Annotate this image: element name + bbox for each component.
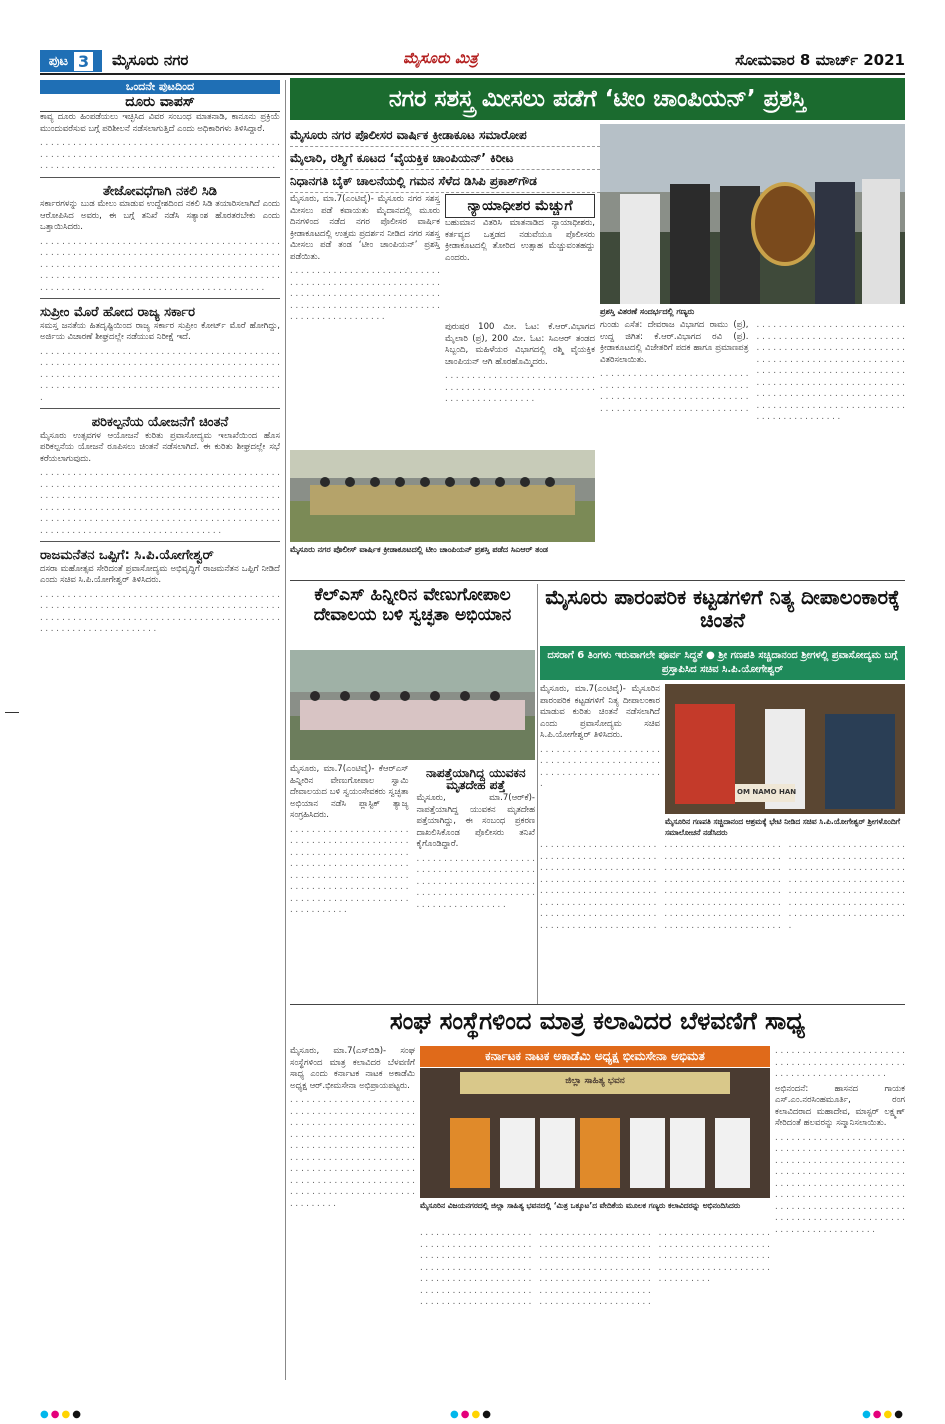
team-illustration — [290, 450, 595, 542]
theatre-photo — [420, 1068, 770, 1198]
registration-dots: ●●●● — [450, 1409, 493, 1420]
story-body: ಗುಂಡು ಎಸೆತ: ದೇವರಾಜ ವಿಭಾಗದ ರಾಮು (ಪ್ರ), ಉದ್ದ ಜಿಗಿತ: ಕೆ.ಆರ್.ವಿಭಾಗದ ರವಿ (ಪ್ರ). ಕ್ರೀಡಾಕೂಟದಲ್ಲಿ ವಿಜೇತರಿಗೆ ಪದಕ ಹಾಗೂ ಪ್ರಮಾಣಪತ್ರ ವಿತರಿಸಲಾಯಿತು. — [600, 320, 749, 365]
story-body: ಮೈಸೂರು, ಮಾ.7(ಎಂಟಿವೈ)- ಮೈಸೂರು ನಗರ ಸಶಸ್ತ್ರ ಮೀಸಲು ಪಡೆ ಕವಾಯತು ಮೈದಾನದಲ್ಲಿ ಮೂರು ದಿನಗಳಿಂದ ನಡೆದ ನಗರ ಪೊಲೀಸರ ವಾರ್ಷಿಕ ಕ್ರೀಡಾಕೂಟದಲ್ಲಿ ಉತ್ತಮ ಪ್ರದರ್ಶನ ನೀಡಿದ ನಗರ ಸಶಸ್ತ್ರ ಮೀಸಲು ಪಡೆ ತಂಡ ‘ಟೀಂ ಚಾಂಪಿಯನ್’ ಪ್ರಶಸ್ತಿ ಪಡೆಯಿತು. — [290, 194, 440, 262]
story-body: ಮೈಸೂರು, ಮಾ.7(ಎಂಟಿವೈ)- ಮೈಸೂರಿನ ಪಾರಂಪರಿಕ ಕಟ್ಟಡಗಳಿಗೆ ನಿತ್ಯ ದೀಪಾಲಂಕಾರ ಮಾಡುವ ಕುರಿತು ಚಿಂತನೆ ನಡೆಸಲಾಗಿದೆ ಎಂದು ಪ್ರವಾಸೋದ್ಯಮ ಸಚಿವ ಸಿ.ಪಿ.ಯೋಗೇಶ್ವರ್ ತಿಳಿಸಿದರು. — [540, 684, 660, 740]
story-body: ಕಾವ್ಯ ದೂರು ಹಿಂಪಡೆಯಲು ಇಚ್ಛಿಸಿದ ವಿವರ ಸಂಬಂಧ ಮಾತನಾಡಿ, ಕಾನೂನು ಪ್ರಕ್ರಿಯೆ ಮುಂದುವರೆಸುವ ಬಗ್ಗೆ ಪರಿಶೀಲನೆ ನಡೆಸಲಾಗುತ್ತಿದೆ ಎಂದು ಅಧಿಕಾರಿಗಳು ತಿಳಿಸಿದ್ದಾರೆ. — [40, 112, 280, 134]
story-body: ದಸರಾ ಮಹೋತ್ಸವ ಸೇರಿದಂತೆ ಪ್ರವಾಸೋದ್ಯಮ ಅಭಿವೃದ್ಧಿಗೆ ರಾಜಮನೆತನ ಒಪ್ಪಿಗೆ ನೀಡಿದೆ ಎಂದು ಸಚಿವ ಸಿ.ಪಿ.ಯೋಗೇಶ್ವರ್ ತಿಳಿಸಿದರು. — [40, 563, 280, 585]
page-header — [40, 47, 905, 75]
story-body: ಅಭಿನಂದನೆ: ಹಾಸನದ ಗಾಯಕ ಎಸ್.ಎಂ.ನರಸಿಂಹಮೂರ್ತಿ, ರಂಗ ಕಲಾವಿದರಾದ ಮಹಾದೇವ, ಮಾಸ್ಟರ್ ಲಕ್ಷ್ಮಣ್ ಸೇರಿದಂತೆ ಹಲವರನ್ನು ಸನ್ಮಾನಿಸಲಾಯಿತು. — [775, 1083, 905, 1128]
photo-caption: ಮೈಸೂರಿನ ವಿಜಯನಗರದಲ್ಲಿ ಜಿಲ್ಲಾ ಸಾಹಿತ್ಯ ಭವನದಲ್ಲಿ ‘ಮಿತ್ರ ಒಕ್ಕೂಟ’ದ ವೇದಿಕೆಯ ಮೂಲಕ ಗಣ್ಯರು ಕಲಾವಿದರನ್ನು ಅಭಿನಂದಿಸಿದರು — [420, 1201, 741, 1210]
page-label: ಪುಟ — [48, 53, 68, 69]
lead-body: ಮೈಸೂರು, ಮಾ.7(ಎಂಟಿವೈ)- ಮೈಸೂರು ನಗರ ಸಶಸ್ತ್ರ ಮೀಸಲು ಪಡೆ ಕವಾಯತು ಮೈದಾನದಲ್ಲಿ ಮೂರು ದಿನಗಳಿಂದ ನಡೆದ ನಗರ ಪೊಲೀಸರ ವಾರ್ಷಿಕ ಕ್ರೀಡಾಕೂಟದಲ್ಲಿ ಉತ್ತಮ ಪ್ರದರ್ಶನ ನೀಡಿದ ನಗರ ಸಶಸ್ತ್ರ ಮೀಸಲು ಪಡೆ ತಂಡ ‘ಟೀಂ ಚಾಂಪಿಯನ್’ ಪ್ರಶಸ್ತಿ ಪಡೆಯಿತು. . . . . . . . . . . . . . . . . . . . . . . . . . . . . . . . . . . . . . . . . . . . . . . . . . . . . . . . . . . . . . . . . . . . . . . . . . . . . . . . . . . . . . . . . . . . . . . . . . . . . . . . . . . . . . . . . . . . . . . . . . . . . . . . . . . — [290, 194, 440, 322]
theatre-right-column: . . . . . . . . . . . . . . . . . . . . . . . . . . . . . . . . . . . . . . . . . . . . . . . . . . . . . . . . . . . . . . . . . . . . . ಅಭಿನಂದನೆ: ಹಾಸನದ ಗಾಯಕ ಎಸ್.ಎಂ.ನರಸಿಂಹಮೂರ್ತಿ, ರಂಗ ಕಲಾವಿದರಾದ ಮಹಾದೇವ, ಮಾಸ್ಟರ್ ಲಕ್ಷ್ಮಣ್ ಸೇರಿದಂತೆ ಹಲವರನ್ನು ಸನ್ಮಾನಿಸಲಾಯಿತು. . . . . . . . . . . . . . . . . . . . . . . . . . . . . . . . . . . . . . . . . . . . . . . . . . . . . . . . . . . . . . . . . . . . . . . . . . . . . . . . . . . . . . . . . . . . . . . . . . . . . . . . . . . . . . . . . . . . . . . . . . . . . . . . . . . . . . . . . . . . . . . . . . . . . . . . . . . . . . . . . . . . . . . . . . . . . . . . . . . . . . . . . . . . . . . . . . . . . . . . . . . . . . . . . . . . — [775, 1046, 905, 1235]
continued-label: ಒಂದನೇ ಪುಟದಿಂದ — [40, 80, 280, 94]
inset-title: ನ್ಯಾಯಾಧೀಶರ ಮೆಚ್ಚುಗೆ — [445, 194, 595, 218]
lead-bullets — [290, 124, 600, 193]
story-body: ಬಹುಮಾನ ವಿತರಿಸಿ ಮಾತನಾಡಿದ ನ್ಯಾಯಾಧೀಶರು, ಕರ್ತವ್ಯದ ಒತ್ತಡದ ನಡುವೆಯೂ ಪೊಲೀಸರು ಕ್ರೀಡಾಕೂಟದಲ್ಲಿ ತೋರಿದ ಉತ್ಸಾಹ ಮೆಚ್ಚುವಂತಹದ್ದು ಎಂದರು. — [445, 218, 595, 263]
registration-dots: ●●●● — [40, 1409, 83, 1420]
section-divider — [290, 580, 905, 581]
theatre-illustration — [420, 1068, 770, 1198]
section-divider — [290, 1004, 905, 1005]
bullet-item: ಮೈಲಾರಿ, ರಶ್ಮಿಗೆ ಕೂಟದ ‘ವೈಯಕ್ತಿಕ ಚಾಂಪಿಯನ್’ ಕಿರೀಟ — [290, 147, 600, 170]
column-divider — [537, 584, 538, 1004]
story-body: ಮೈಸೂರು, ಮಾ.7(ಆರ್‌ಕೆ)- ನಾಪತ್ತೆಯಾಗಿದ್ದ ಯುವಕನ ಮೃತದೇಹ ಪತ್ತೆಯಾಗಿದ್ದು, ಈ ಸಂಬಂಧ ಪ್ರಕರಣ ದಾಖಲಿಸಿಕೊಂಡ ಪೊಲೀಸರು ತನಿಖೆ ಕೈಗೊಂಡಿದ್ದಾರೆ. — [416, 793, 535, 849]
heritage-bullet: ದಸರಾಗೆ 6 ತಿಂಗಳು ಇರುವಾಗಲೇ ಪೂರ್ವ ಸಿದ್ಧತೆ ● ಶ್ರೀ ಗಣಪತಿ ಸಚ್ಚಿದಾನಂದ ಶ್ರೀಗಳಲ್ಲಿ ಪ್ರವಾಸೋದ್ಯಮ ಬಗ್ಗೆ ಪ್ರಸ್ತಾಪಿಸಿದ ಸಚಿವ ಸಿ.ಪಿ.ಯೋಗೇಶ್ವರ್ — [540, 646, 905, 680]
theatre-body-cont: . . . . . . . . . . . . . . . . . . . . . . . . . . . . . . . . . . . . . . . . . . . . . . . . . . . . . . . . . . . . . . . . . . . . . . . . . . . . . . . . . . . . . . . . . . . . . . . . . . . . . . . . . . . . . . . . . . . . . . . . . . . . . . . . . . . . . . . . . . . . . . . . . . . . . . . . . . . . . . . . . . . . . . . . . . . . . . . . . . . . . . . . . . . . . . . . . . . . . . . . . . . . . . . . . . . . . . . . . . . . . . . . . . . . . . . . . . . . . . . . . . . . . . . . . . . . . . . . . . . . . . . . . . . . . . . . . . . . . . . . . . . . . . . . . . . . . . . . . . . . . . . . . . . . . . . . . . . . . . . . . . . . . . . . . . . . . . . . . . . . . . . . . . . . . . . . . . . . . . . . . . . . . . . . . . . . . . . . . . . . . . . . . . . . — [420, 1228, 770, 1307]
heritage-body-cont: . . . . . . . . . . . . . . . . . . . . . . . . . . . . . . . . . . . . . . . . . . . . . . . . . . . . . . . . . . . . . . . . . . . . . . . . . . . . . . . . . . . . . . . . . . . . . . . . . . . . . . . . . . . . . . . . . . . . . . . . . . . . . . . . . . . . . . . . . . . . . . . . . . . . . . . . . . . . . . . . . . . . . . . . . . . . . . . . . . . . . . . . . . . . . . . . . . . . . . . . . . . . . . . . . . . . . . . . . . . . . . . . . . . . . . . . . . . . . . . . . . . . . . . . . . . . . . . . . . . . . . . . . . . . . . . . . . . . . . . . . . . . . . . . . . . . . . . . . . . . . . . . . . . . . . . . . . . . . . . . . . . . . . . . . . . . . . . . . . . . . . . . . . . . . . . . . . . . . . . . . . . . . . . . . . . . . . . . . . . . . . . . . . . . . . . . . . . . . . . . . . . . . . . . . . . . . . . . . . . . . . . . . . . . . . . . . . . . . . . . . . . . . . . . . . . . . . . . . . . . . . . . . . . . . . . . . . . . . . . . . . . . . . . . . . . . . . . . . . . . . . . . . . . — [540, 840, 905, 931]
dateline: ಸೋಮವಾರ 8 ಮಾರ್ಚ್ 2021 — [735, 51, 905, 69]
masthead-logo: ಮೈಸೂರು ಮಿತ್ರ — [403, 49, 478, 67]
photo-caption: ಮೈಸೂರು ನಗರ ಪೊಲೀಸ್ ವಾರ್ಷಿಕ ಕ್ರೀಡಾಕೂಟದಲ್ಲಿ ಟೀಂ ಚಾಂಪಿಯನ್ ಪ್ರಶಸ್ತಿ ಪಡೆದ ಸಿಎಆರ್ ತಂಡ — [290, 545, 549, 554]
story-body: ಸರ್ಕಾರಗಳನ್ನು ಬುಡ ಮೇಲು ಮಾಡುವ ಉದ್ದೇಶದಿಂದ ನಕಲಿ ಸಿಡಿ ತಯಾರಿಸಲಾಗಿದೆ ಎಂದು ಆರೋಪಿಸಿದ ಅವರು, ಈ ಬಗ್ಗೆ ತನಿಖೆ ನಡೆಸಿ ಸತ್ಯಾಂಶ ಹೊರತರಬೇಕು ಎಂದು ಒತ್ತಾಯಿಸಿದರು. — [40, 199, 280, 232]
left-column: ಒಂದನೇ ಪುಟದಿಂದ ದೂರು ವಾಪಸ್ ಕಾವ್ಯ ದೂರು ಹಿಂಪಡೆಯಲು ಇಚ್ಛಿಸಿದ ವಿವರ ಸಂಬಂಧ ಮಾತನಾಡಿ, ಕಾನೂನು ಪ್ರಕ್ರಿಯೆ ಮುಂದುವರೆಸುವ ಬಗ್ಗೆ ಪರಿಶೀಲನೆ ನಡೆಸಲಾಗುತ್ತಿದೆ ಎಂದು ಅಧಿಕಾರಿಗಳು ತಿಳಿಸಿದ್ದಾರೆ. . . . . . . . . . . . . . . . . . . . . . . . . . . . . . . . . . . . . . . . . . . . . . . . . . . . . . . . . . . . . . . . . . . . . . . . . . . . . . . . . . . . . . . . . . . . . . . . . . . . . . . . . . . . . . . . . . . . . . . . . . . . . . . . . . . . . ತೇಜೋವಧೆಗಾಗಿ ನಕಲಿ ಸಿಡಿ ಸರ್ಕಾರಗಳನ್ನು ಬುಡ ಮೇಲು ಮಾಡುವ ಉದ್ದೇಶದಿಂದ ನಕಲಿ ಸಿಡಿ ತಯಾರಿಸಲಾಗಿದೆ ಎಂದು ಆರೋಪಿಸಿದ ಅವರು, ಈ ಬಗ್ಗೆ ತನಿಖೆ ನಡೆಸಿ ಸತ್ಯಾಂಶ ಹೊರತರಬೇಕು ಎಂದು ಒತ್ತಾಯಿಸಿದರು. . . . . . . . . . . . . . . . . . . . . . . . . . . . . . . . . . . . . . . . . . . . . . . . . . . . . . . . . . . . . . . . . . . . . . . . . . . . . . . . . . . . . . . . . . . . . . . . . . . . . . . . . . . . . . . . . . . . . . . . . . . . . . . . . . . . . . . . . . . . . . . . . . . . . . . . . . . . . . . . . . . . . . . . . . . . . . . . . . . . . . . . . . . . . . . . . . . . . . . . . . . . . . . . . . . . . . . . . . . ಸುಪ್ರೀಂ ಮೊರೆ ಹೋದ ರಾಜ್ಯ ಸರ್ಕಾರ ಸಮಸ್ತ ಜನತೆಯ ಹಿತದೃಷ್ಟಿಯಿಂದ ರಾಜ್ಯ ಸರ್ಕಾರ ಸುಪ್ರೀಂ ಕೋರ್ಟ್ ಮೊರೆ ಹೋಗಿದ್ದು, ಅರ್ಜಿಯ ವಿಚಾರಣೆ ಶೀಘ್ರದಲ್ಲೇ ನಡೆಯುವ ನಿರೀಕ್ಷೆ ಇದೆ. . . . . . . . . . . . . . . . . . . . . . . . . . . . . . . . . . . . . . . . . . . . . . . . . . . . . . . . . . . . . . . . . . . . . . . . . . . . . . . . . . . . . . . . . . . . . . . . . . . . . . . . . . . . . . . . . . . . . . . . . . . . . . . . . . . . . . . . . . . . . . . . . . . . . . . . . . . . . . . . . . . . . . . . . . . . . . . . . . ಪರಿಕಲ್ಪನೆಯ ಯೋಜನೆಗೆ ಚಿಂತನೆ ಮೈಸೂರು ಉತ್ಸವಗಳ ಆಯೋಜನೆ ಕುರಿತು ಪ್ರವಾಸೋದ್ಯಮ ಇಲಾಖೆಯಿಂದ ಹೊಸ ಪರಿಕಲ್ಪನೆಯ ಯೋಜನೆ ರೂಪಿಸಲು ಚಿಂತನೆ ನಡೆಸಲಾಗಿದೆ. ಈ ಕುರಿತು ಶೀಘ್ರದಲ್ಲೇ ಸಭೆ ಕರೆಯಲಾಗುವುದು. . . . . . . . . . . . . . . . . . . . . . . . . . . . . . . . . . . . . . . . . . . . . . . . . . . . . . . . . . . . . . . . . . . . . . . . . . . . . . . . . . . . . . . . . . . . . . . . . . . . . . . . . . . . . . . . . . . . . . . . . . . . . . . . . . . . . . . . . . . . . . . . . . . . . . . . . . . . . . . . . . . . . . . . . . . . . . . . . . . . . . . . . . . . . . . . . . . . . . . . . . . . . . . . . . . . . . . . . . . . . . . . . . . . . . . . . . . . . . . . . . . . . . . . . . . . . . . ರಾಜಮನೆತನ ಒಪ್ಪಿಗೆ: ಸಿ.ಪಿ.ಯೋಗೇಶ್ವರ್ ದಸರಾ ಮಹೋತ್ಸವ ಸೇರಿದಂತೆ ಪ್ರವಾಸೋದ್ಯಮ ಅಭಿವೃದ್ಧಿಗೆ ರಾಜಮನೆತನ ಒಪ್ಪಿಗೆ ನೀಡಿದೆ ಎಂದು ಸಚಿವ ಸಿ.ಪಿ.ಯೋಗೇಶ್ವರ್ ತಿಳಿಸಿದರು. . . . . . . . . . . . . . . . . . . . . . . . . . . . . . . . . . . . . . . . . . . . . . . . . . . . . . . . . . . . . . . . . . . . . . . . . . . . . . . . . . . . . . . . . . . . . . . . . . . . . . . . . . . . . . . . . . . . . . . . . . . . . . . . . . . . . . . . . . . . . . . . . . . . . . . . . . . — [40, 80, 280, 634]
story-title: ಪರಿಕಲ್ಪನೆಯ ಯೋಜನೆಗೆ ಚಿಂತನೆ — [91, 415, 229, 430]
story-body: ಮೈಸೂರು ಉತ್ಸವಗಳ ಆಯೋಜನೆ ಕುರಿತು ಪ್ರವಾಸೋದ್ಯಮ ಇಲಾಖೆಯಿಂದ ಹೊಸ ಪರಿಕಲ್ಪನೆಯ ಯೋಜನೆ ರೂಪಿಸಲು ಚಿಂತನೆ ನಡೆಸಲಾಗಿದೆ. ಈ ಕುರಿತು ಶೀಘ್ರದಲ್ಲೇ ಸಭೆ ಕರೆಯಲಾಗುವುದು. — [40, 430, 280, 464]
bullet-item: ನಿಧಾನಗತಿ ಬೈಕ್ ಚಾಲನೆಯಲ್ಲಿ ಗಮನ ಸೆಳೆದ ಡಿಸಿಪಿ ಪ್ರಕಾಶ್‌ಗೌಡ — [290, 170, 600, 193]
heritage-body: ಮೈಸೂರು, ಮಾ.7(ಎಂಟಿವೈ)- ಮೈಸೂರಿನ ಪಾರಂಪರಿಕ ಕಟ್ಟಡಗಳಿಗೆ ನಿತ್ಯ ದೀಪಾಲಂಕಾರ ಮಾಡುವ ಕುರಿತು ಚಿಂತನೆ ನಡೆಸಲಾಗಿದೆ ಎಂದು ಪ್ರವಾಸೋದ್ಯಮ ಸಚಿವ ಸಿ.ಪಿ.ಯೋಗೇಶ್ವರ್ ತಿಳಿಸಿದರು. . . . . . . . . . . . . . . . . . . . . . . . . . . . . . . . . . . . . . . . . . . . . . . . . . . . . . . . . . . . . . . . . . . . — [540, 684, 660, 789]
column-divider — [285, 80, 286, 1380]
photo-caption: ಮೈಸೂರಿನ ಗಣಪತಿ ಸಚ್ಚಿದಾನಂದ ಆಶ್ರಮಕ್ಕೆ ಭೇಟಿ ನೀಡಿದ ಸಚಿವ ಸಿ.ಪಿ.ಯೋಗೇಶ್ವರ್ ಶ್ರೀಗಳೊಂದಿಗೆ ಸಮಾಲೋಚನೆ ನಡೆಸಿದರು — [665, 817, 901, 837]
page-number: 3 — [74, 52, 93, 71]
results-body: ಪುರುಷರ 100 ಮೀ. ಓಟ: ಕೆ.ಆರ್.ವಿಭಾಗದ ಮೈಲಾರಿ (ಪ್ರ), 200 ಮೀ. ಓಟ: ಸಿಎಆರ್ ತಂಡದ ಸಿಬ್ಬಂದಿ, ಮಹಿಳೆಯರ ವಿಭಾಗದಲ್ಲಿ ರಶ್ಮಿ ವೈಯಕ್ತಿಕ ಚಾಂಪಿಯನ್ ಆಗಿ ಹೊರಹೊಮ್ಮಿದರು. . . . . . . . . . . . . . . . . . . . . . . . . . . . . . . . . . . . . . . . . . . . . . . . . . . . . . . . . . . . . . . . . . . . . . . . . . — [445, 322, 595, 404]
temple-body: ಮೈಸೂರು, ಮಾ.7(ಎಂಟಿವೈ)- ಕೆಆರ್‌ಎಸ್ ಹಿನ್ನೀರಿನ ವೇಣುಗೋಪಾಲ ಸ್ವಾಮಿ ದೇವಾಲಯದ ಬಳಿ ಸ್ವಯಂಸೇವಕರು ಸ್ವಚ್ಛತಾ ಅಭಿಯಾನ ನಡೆಸಿ ಪ್ಲಾಸ್ಟಿಕ್ ತ್ಯಾಜ್ಯ ಸಂಗ್ರಹಿಸಿದರು. . . . . . . . . . . . . . . . . . . . . . . . . . . . . . . . . . . . . . . . . . . . . . . . . . . . . . . . . . . . . . . . . . . . . . . . . . . . . . . . . . . . . . . . . . . . . . . . . . . . . . . . . . . . . . . . . . . . . . . . . . . . . . . . . . . . . . . . . . . . . . . . . . . . . . . . . . . . . . . . . . . . . . ನಾಪತ್ತೆಯಾಗಿದ್ದ ಯುವಕನ ಮೃತದೇಹ ಪತ್ತೆ ಮೈಸೂರು, ಮಾ.7(ಆರ್‌ಕೆ)- ನಾಪತ್ತೆಯಾಗಿದ್ದ ಯುವಕನ ಮೃತದೇಹ ಪತ್ತೆಯಾಗಿದ್ದು, ಈ ಸಂಬಂಧ ಪ್ರಕರಣ ದಾಖಲಿಸಿಕೊಂಡ ಪೊಲೀಸರು ತನಿಖೆ ಕೈಗೊಂಡಿದ್ದಾರೆ. . . . . . . . . . . . . . . . . . . . . . . . . . . . . . . . . . . . . . . . . . . . . . . . . . . . . . . . . . . . . . . . . . . . . . . . . . . . . . . . . . . . . . . . . . . . . . . . . . . . . . . . . . — [290, 764, 535, 915]
photo-sign: OM NAMO HAN — [737, 788, 797, 796]
team-photo — [290, 450, 595, 542]
results-list: ಗುಂಡು ಎಸೆತ: ದೇವರಾಜ ವಿಭಾಗದ ರಾಮು (ಪ್ರ), ಉದ್ದ ಜಿಗಿತ: ಕೆ.ಆರ್.ವಿಭಾಗದ ರವಿ (ಪ್ರ). ಕ್ರೀಡಾಕೂಟದಲ್ಲಿ ವಿಜೇತರಿಗೆ ಪದಕ ಹಾಗೂ ಪ್ರಮಾಣಪತ್ರ ವಿತರಿಸಲಾಯಿತು. . . . . . . . . . . . . . . . . . . . . . . . . . . . . . . . . . . . . . . . . . . . . . . . . . . . . . . . . . . . . . . . . . . . . . . . . . . . . . . . . . . . . . . . . . . . . . . . . . . . . . . . . . . . . . . . . . . . . . . . . . . . . . . . . . . . . . . . . . . . . . . . . . . . . . . . . . . . . . . . . . . . . . . . . . . . . . . . . . . . . . . . . . . . . . . . . . . . . . . . . . . . . . . . . . . . . . . . . . . . . . . . . . . . . . . . . . . . . . . . . . . . . . . . . . . . . . . . . . . . . . . . . . . . . . . . . . . . . . . . . . . . . . . . . . . . . . . . . . . . . . . . . . . . . . . . . . . . . . . . . . . . . . . . . . . . . . . . . . . . . — [600, 320, 905, 422]
filler-text: . . . . . . . . . . . . . . . . . . . . . . . . . . . . . . . . . . . . . . . . . . . . . . . . . . . . . . . . . . . . . . . . . . . . . . . . . . . . . . . . . . . . . . . . . . . . . . . . . . . . . . . . . . . . . . . . . . . . . . . . . . . . . . . . . . . . — [40, 138, 280, 171]
temple-headline: ಕೆಲ್‌ಎಸ್ ಹಿನ್ನೀರಿನ ವೇಣುಗೋಪಾಲ ದೇವಾಲಯ ಬಳಿ ಸ್ವಚ್ಛತಾ ಅಭಿಯಾನ — [313, 585, 512, 625]
bullet-item: ಮೈಸೂರು ನಗರ ಪೊಲೀಸರ ವಾರ್ಷಿಕ ಕ್ರೀಡಾಕೂಟ ಸಮಾರೋಪ — [290, 124, 600, 147]
story-title: ತೇಜೋವಧೆಗಾಗಿ ನಕಲಿ ಸಿಡಿ — [103, 183, 217, 199]
photo-caption: ಪ್ರಶಸ್ತಿ ವಿತರಣೆ ಸಂದರ್ಭದಲ್ಲಿ ಗಣ್ಯರು — [600, 307, 695, 316]
inset-body — [445, 218, 595, 318]
story-title: ರಾಜಮನೆತನ ಒಪ್ಪಿಗೆ: ಸಿ.ಪಿ.ಯೋಗೇಶ್ವರ್ — [40, 548, 214, 563]
story-body: ಮೈಸೂರು, ಮಾ.7(ಎಸ್‌ಬಿಡಿ)- ಸಂಘ ಸಂಸ್ಥೆಗಳಿಂದ ಮಾತ್ರ ಕಲಾವಿದರ ಬೆಳವಣಿಗೆ ಸಾಧ್ಯ ಎಂದು ಕರ್ನಾಟಕ ನಾಟಕ ಅಕಾಡೆಮಿ ಅಧ್ಯಕ್ಷ ಆರ್.ಭೀಮಸೇನಾ ಅಭಿಪ್ರಾಯಪಟ್ಟರು. — [290, 1046, 415, 1091]
story-body: ಮೈಸೂರು, ಮಾ.7(ಎಂಟಿವೈ)- ಕೆಆರ್‌ಎಸ್ ಹಿನ್ನೀರಿನ ವೇಣುಗೋಪಾಲ ಸ್ವಾಮಿ ದೇವಾಲಯದ ಬಳಿ ಸ್ವಯಂಸೇವಕರು ಸ್ವಚ್ಛತಾ ಅಭಿಯಾನ ನಡೆಸಿ ಪ್ಲಾಸ್ಟಿಕ್ ತ್ಯಾಜ್ಯ ಸಂಗ್ರಹಿಸಿದರು. — [290, 764, 409, 820]
theatre-subhead: ಕರ್ನಾಟಕ ನಾಟಕ ಅಕಾಡೆಮಿ ಅಧ್ಯಕ್ಷ ಭೀಮಸೇನಾ ಅಭಿಮತ — [420, 1046, 770, 1067]
cleanup-illustration — [290, 650, 535, 760]
story-body: ಸಮಸ್ತ ಜನತೆಯ ಹಿತದೃಷ್ಟಿಯಿಂದ ರಾಜ್ಯ ಸರ್ಕಾರ ಸುಪ್ರೀಂ ಕೋರ್ಟ್ ಮೊರೆ ಹೋಗಿದ್ದು, ಅರ್ಜಿಯ ವಿಚಾರಣೆ ಶೀಘ್ರದಲ್ಲೇ ನಡೆಯುವ ನಿರೀಕ್ಷೆ ಇದೆ. — [40, 320, 280, 342]
story-body: ಪುರುಷರ 100 ಮೀ. ಓಟ: ಕೆ.ಆರ್.ವಿಭಾಗದ ಮೈಲಾರಿ (ಪ್ರ), 200 ಮೀ. ಓಟ: ಸಿಎಆರ್ ತಂಡದ ಸಿಬ್ಬಂದಿ, ಮಹಿಳೆಯರ ವಿಭಾಗದಲ್ಲಿ ರಶ್ಮಿ ವೈಯಕ್ತಿಕ ಚಾಂಪಿಯನ್ ಆಗಿ ಹೊರಹೊಮ್ಮಿದರು. — [445, 322, 595, 367]
story-title: ಸುಪ್ರೀಂ ಮೊರೆ ಹೋದ ರಾಜ್ಯ ಸರ್ಕಾರ — [40, 305, 196, 320]
theatre-headline: ಸಂಘ ಸಂಸ್ಥೆಗಳಿಂದ ಮಾತ್ರ ಕಲಾವಿದರ ಬೆಳವಣಿಗೆ ಸಾಧ್ಯ — [389, 1007, 806, 1035]
story-title: ದೂರು ವಾಪಸ್ — [40, 94, 280, 113]
crop-mark — [5, 712, 19, 713]
photo-banner: ಜಿಲ್ಲಾ ಸಾಹಿತ್ಯ ಭವನ — [565, 1076, 625, 1086]
cleanup-photo — [290, 650, 535, 760]
ashram-photo — [665, 684, 905, 814]
story-title: ನಾಪತ್ತೆಯಾಗಿದ್ದ ಯುವಕನ ಮೃತದೇಹ ಪತ್ತೆ — [425, 766, 526, 792]
page-number-badge — [40, 50, 102, 72]
registration-dots: ●●●● — [862, 1409, 905, 1420]
theatre-body: ಮೈಸೂರು, ಮಾ.7(ಎಸ್‌ಬಿಡಿ)- ಸಂಘ ಸಂಸ್ಥೆಗಳಿಂದ ಮಾತ್ರ ಕಲಾವಿದರ ಬೆಳವಣಿಗೆ ಸಾಧ್ಯ ಎಂದು ಕರ್ನಾಟಕ ನಾಟಕ ಅಕಾಡೆಮಿ ಅಧ್ಯಕ್ಷ ಆರ್.ಭೀಮಸೇನಾ ಅಭಿಪ್ರಾಯಪಟ್ಟರು. . . . . . . . . . . . . . . . . . . . . . . . . . . . . . . . . . . . . . . . . . . . . . . . . . . . . . . . . . . . . . . . . . . . . . . . . . . . . . . . . . . . . . . . . . . . . . . . . . . . . . . . . . . . . . . . . . . . . . . . . . . . . . . . . . . . . . . . . . . . . . . . . . . . . . . . . . . . . . . . . . . . . . . . . . . . . . . . . . . . . . . . . . . . . . . . . . . . . . . . . . . . . . . . . . . . . . . . . — [290, 1046, 415, 1209]
section-name: ಮೈಸೂರು ನಗರ — [112, 51, 189, 69]
lead-headline: ನಗರ ಸಶಸ್ತ್ರ ಮೀಸಲು ಪಡೆಗೆ ‘ಟೀಂ ಚಾಂಪಿಯನ್’ ಪ್ರಶಸ್ತಿ — [290, 78, 905, 120]
trophy-illustration — [600, 124, 905, 304]
trophy-photo — [600, 124, 905, 304]
heritage-headline: ಮೈಸೂರು ಪಾರಂಪರಿಕ ಕಟ್ಟಡಗಳಿಗೆ ನಿತ್ಯ ದೀಪಾಲಂಕಾರಕ್ಕೆ ಚಿಂತನೆ — [545, 585, 900, 632]
